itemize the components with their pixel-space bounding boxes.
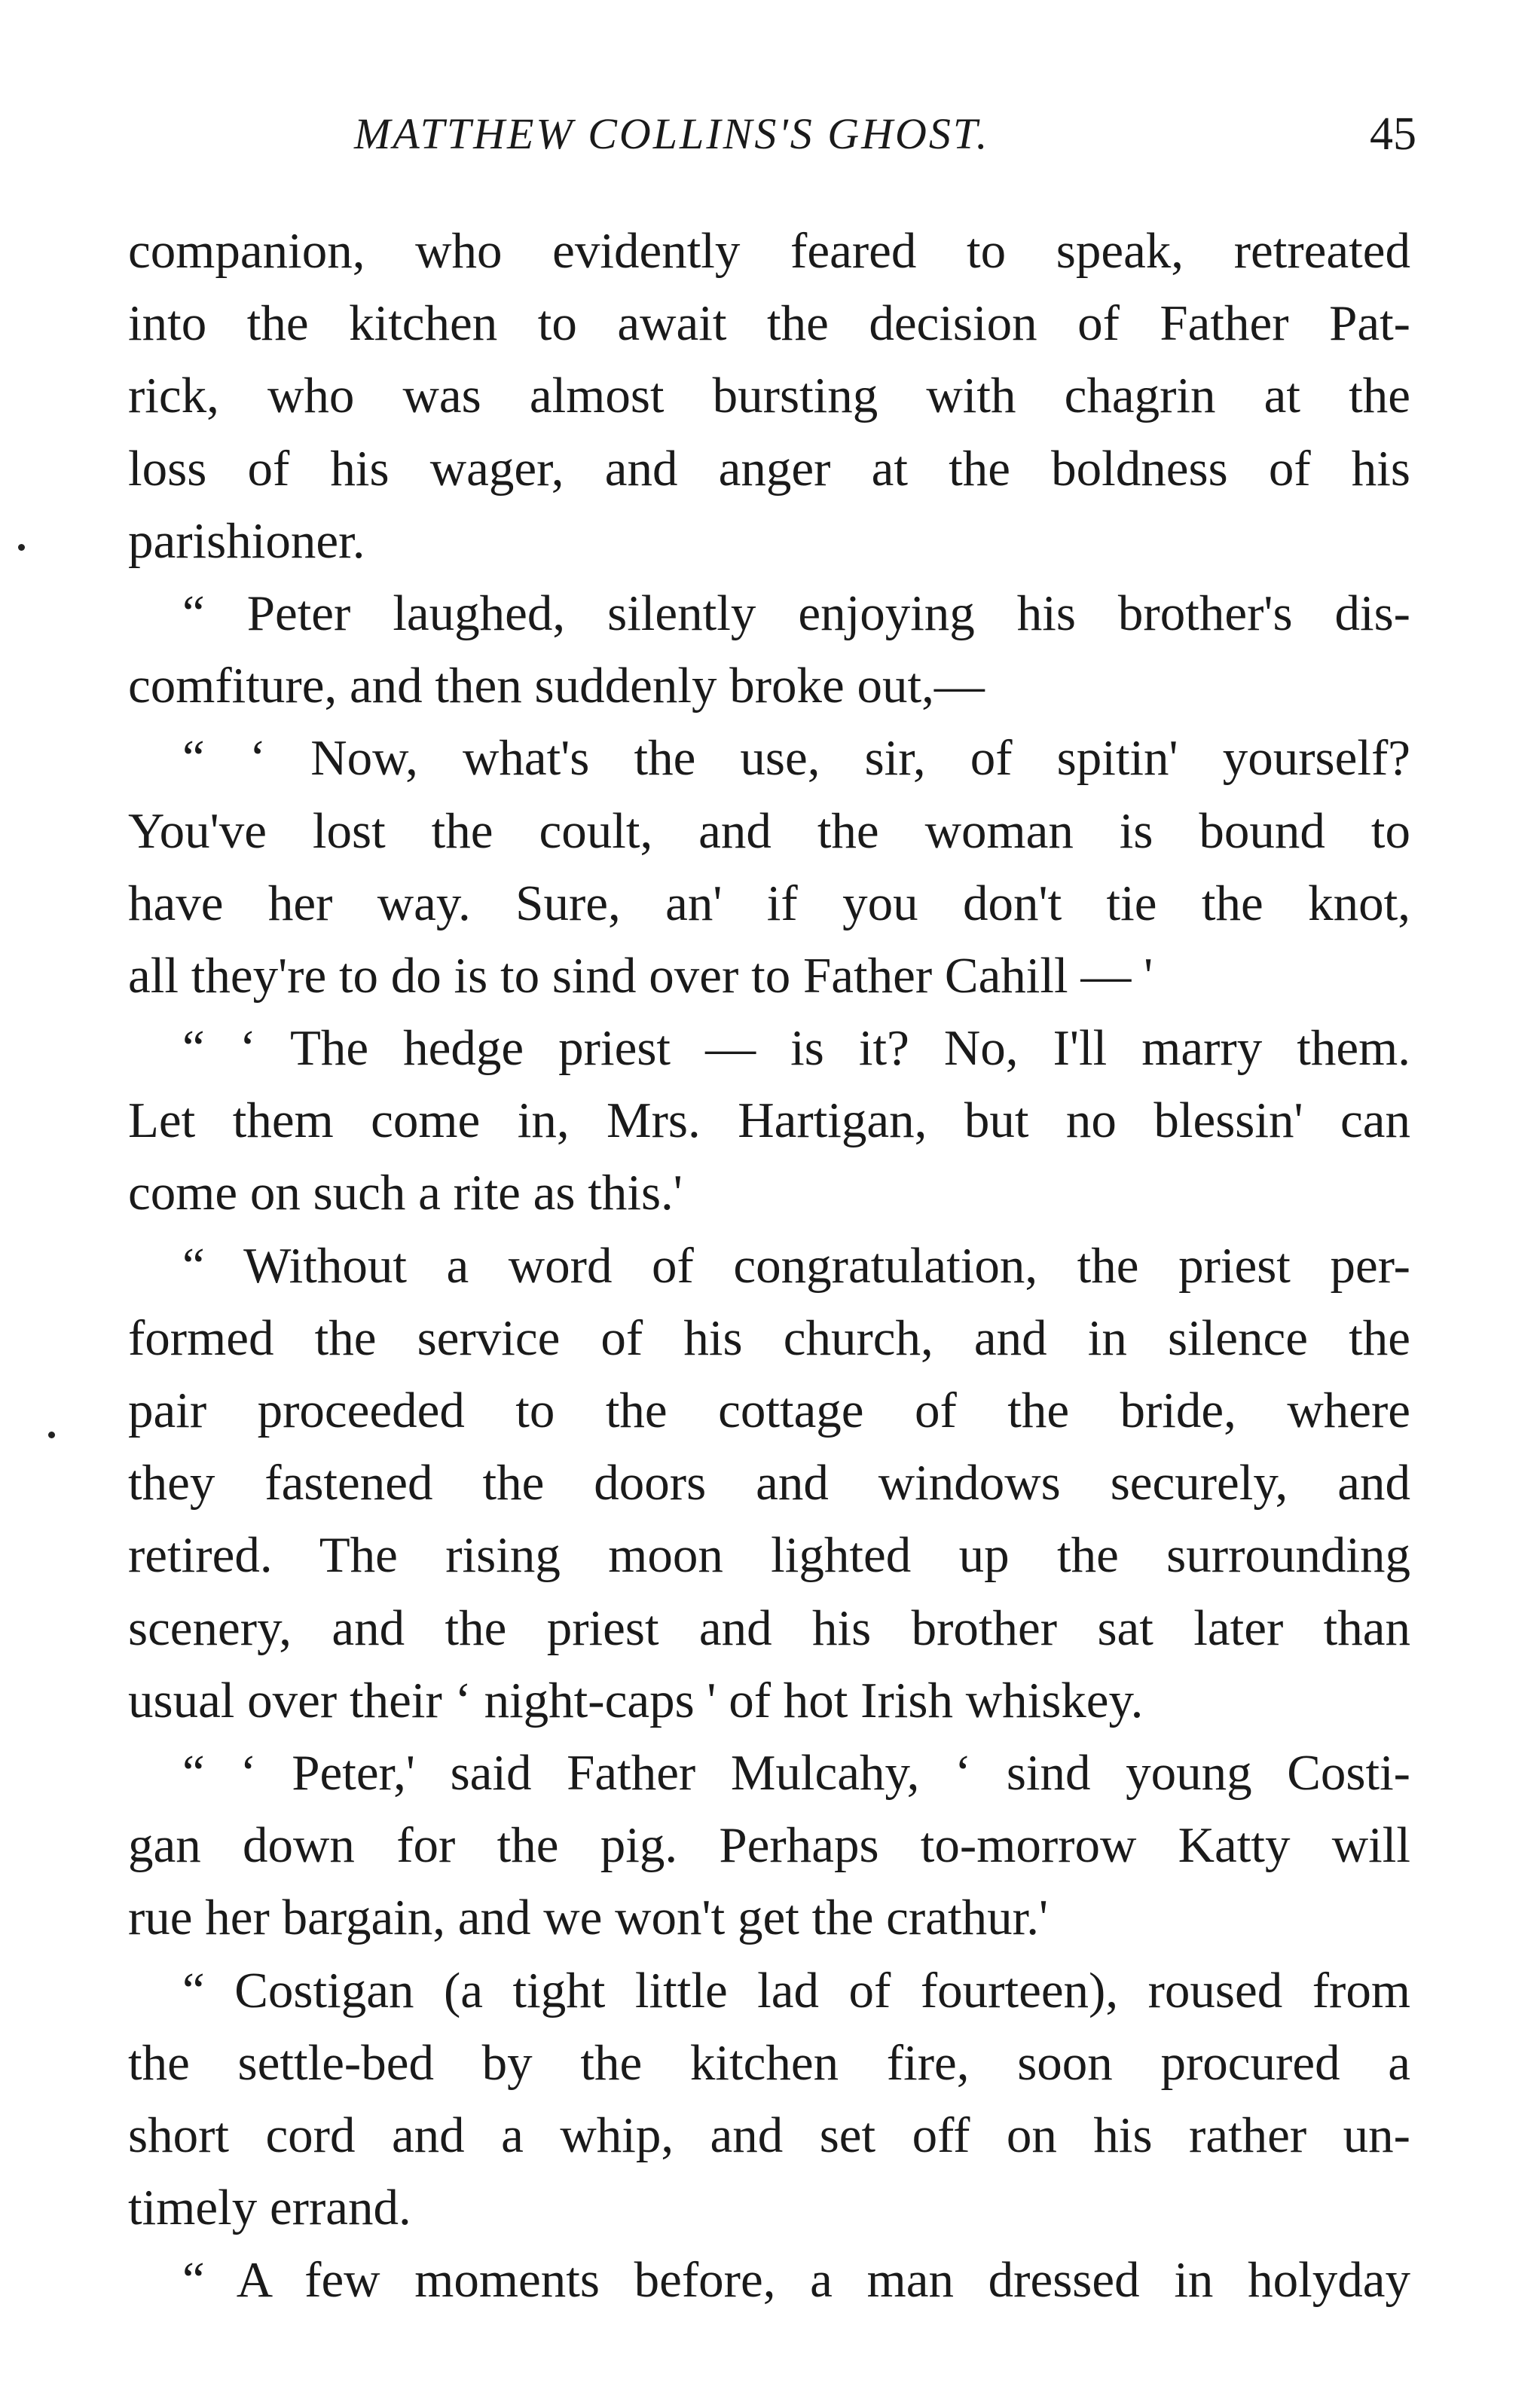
text-line: scenery, and the priest and his brother sat later than: [128, 1600, 1410, 1656]
text-line: they fastened the doors and windows securely, and: [128, 1455, 1410, 1511]
text-line: comfiture, and then suddenly broke out,—: [128, 658, 985, 714]
stray-ink-dot: [18, 544, 25, 551]
running-head: [128, 96, 1416, 172]
text-line: into the kitchen to await the decision of Father Pat-: [128, 295, 1410, 352]
text-line: “ ‘ Peter,' said Father Mulcahy, ‘ sind young Costi-: [182, 1744, 1410, 1801]
text-line: timely errand.: [128, 2180, 411, 2236]
text-line: rick, who was almost bursting with chagrin at the: [128, 368, 1410, 424]
text-line: “ A few moments before, a man dressed in holyday: [182, 2252, 1410, 2309]
running-title: MATTHEW COLLINS'S GHOST.: [354, 109, 990, 158]
text-line: You've lost the coult, and the woman is bound to: [128, 802, 1410, 859]
text-line: Let them come in, Mrs. Hartigan, but no blessin' can: [128, 1092, 1410, 1149]
text-line: have her way. Sure, an' if you don't tie the knot,: [128, 875, 1410, 931]
body-text: [128, 215, 1410, 2316]
text-line: usual over their ‘ night-caps ' of hot Irish whiskey.: [128, 1672, 1144, 1728]
text-line: companion, who evidently feared to speak, retreated: [128, 223, 1410, 279]
text-line: pair proceeded to the cottage of the bride, where: [128, 1383, 1410, 1438]
text-line: loss of his wager, and anger at the boldness of his: [128, 440, 1410, 497]
text-line: gan down for the pig. Perhaps to-morrow Katty will: [128, 1817, 1410, 1874]
stray-ink-dot: [48, 1432, 55, 1438]
text-line: formed the service of his church, and in silence the: [128, 1309, 1410, 1366]
text-line: the settle-bed by the kitchen fire, soon procured a: [128, 2034, 1410, 2091]
text-line: all they're to do is to sind over to Father Cahill — ': [128, 947, 1153, 1004]
page-number: 45: [1370, 108, 1416, 160]
text-line: parishioner.: [128, 512, 365, 569]
text-line: “ ‘ The hedge priest — is it? No, I'll marry them.: [182, 1020, 1410, 1077]
text-line: retired. The rising moon lighted up the surrounding: [128, 1527, 1410, 1584]
text-line: come on such a rite as this.': [128, 1165, 683, 1221]
text-line: short cord and a whip, and set off on his rather un-: [128, 2107, 1410, 2163]
text-line: “ Costigan (a tight little lad of fourteen), roused from: [182, 1962, 1410, 2018]
text-line: “ Without a word of congratulation, the priest per-: [182, 1237, 1410, 1294]
text-line: “ Peter laughed, silently enjoying his brother's dis-: [182, 585, 1410, 641]
text-line: “ ‘ Now, what's the use, sir, of spitin' yourself?: [182, 730, 1410, 787]
text-line: rue her bargain, and we won't get the crathur.': [128, 1890, 1049, 1946]
